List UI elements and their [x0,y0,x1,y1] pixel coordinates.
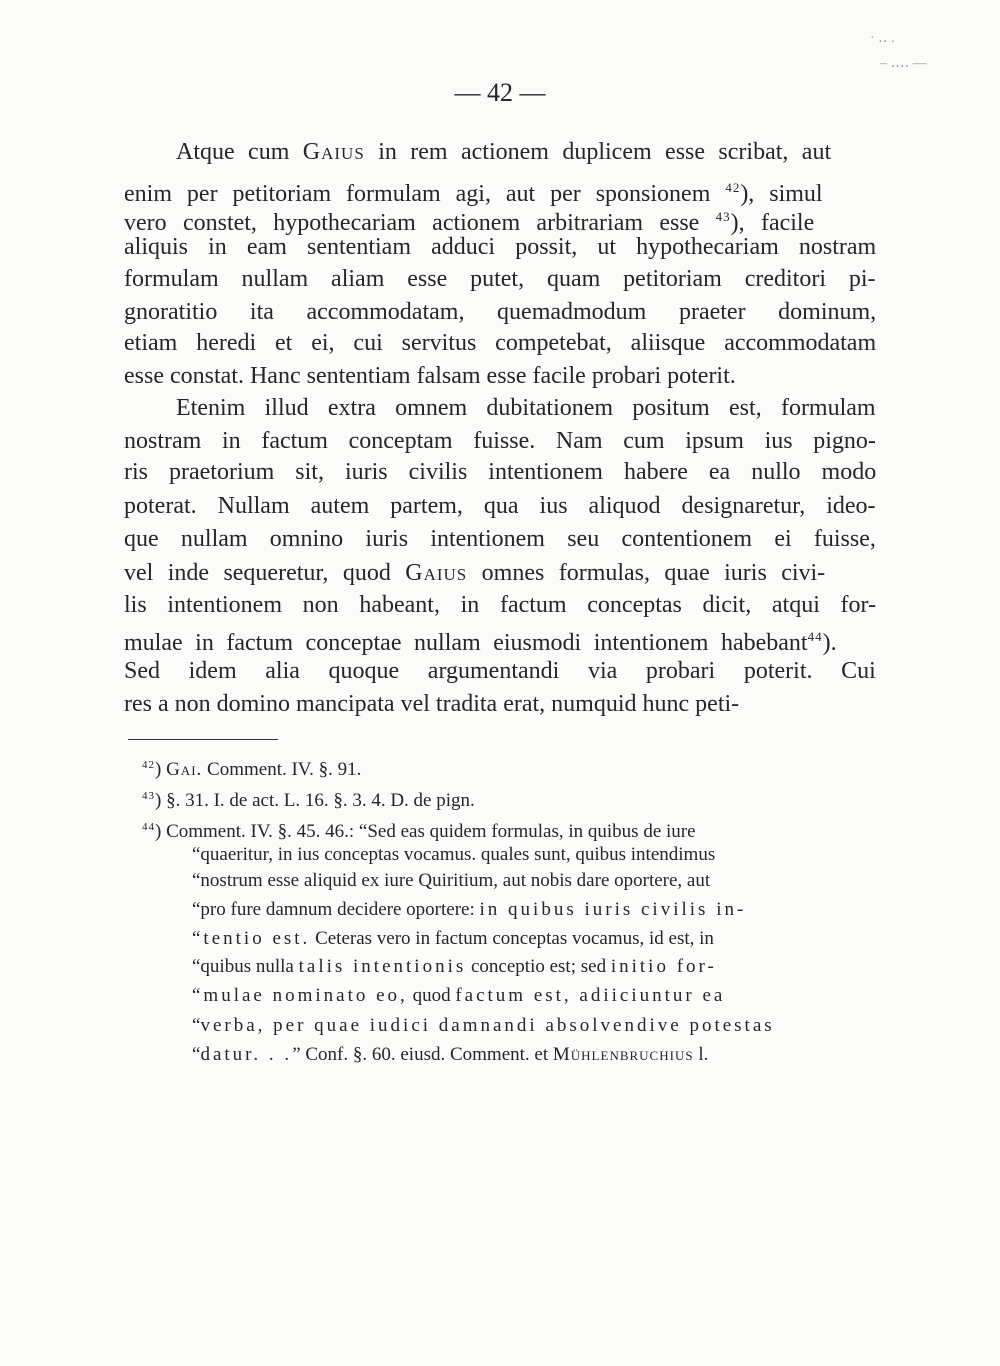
text-line: que nullam omnino iuris intentionem seu contentionem ei fuisse, [124,526,876,552]
text-line: lis intentionem non habeant, in factum conceptas dicit, atqui for- [124,592,877,618]
footnote-ref: 44 [807,629,823,644]
scan-speck: · ‥ . [870,31,895,46]
footnote-line: “mulae nominato eo, quod factum est, adiiciuntur ea [192,985,726,1006]
text-line: etiam heredi et ei, cui servitus competebat, aliisque accommodatam [124,330,877,356]
footnote-line: “nostrum esse aliquid ex iure Quiritium, aut nobis dare oportere, aut [192,870,711,891]
text-line: poterat. Nullam autem partem, qua ius aliquod designaretur, ideo- [124,493,876,519]
text-line: esse constat. Hanc sententiam falsam esse facile probari poterit. [124,363,736,389]
text-line: Sed idem alia quoque argumentandi via probari poterit. Cui [124,658,876,684]
page-number-header: — 42 — [454,78,546,107]
text-line: mulae in factum conceptae nullam eiusmodi intentionem habebant$^{44}$). [124,629,837,656]
footnote-separator [128,739,278,740]
footnote-mark: 43 [142,790,155,802]
text-line: Etenim illud extra omnem dubitationem positum est, formulam [176,395,876,421]
footnote-line: “quaeritur, in ius conceptas vocamus. quales sunt, quibus intendimus [192,844,716,865]
footnote-line: “pro fure damnum decidere oportere: in quibus iuris civilis in- [192,899,747,920]
author-name: Gaius [302,139,365,165]
footnote-43: $^{43}$) §. 31. I. de act. L. 16. §. 3. 4. D. de pign. [142,790,475,811]
footnote-line: “datur. . .” Conf. §. 60. eiusd. Comment. et Mühlenbruchius l. [192,1044,709,1065]
footnote-44: $^{44}$) Comment. IV. §. 45. 46.: “Sed eas quidem formulas, in quibus de iure [142,821,696,842]
text-line: vero constet, hypothecariam actionem arbitrariam esse $^{43}$), facile [124,209,815,236]
footnote-mark: 42 [142,759,155,771]
scan-speck: ‒ ‥‥ ‒‒ [880,56,927,71]
text-line: enim per petitoriam formulam agi, aut per sponsionem $^{42}$), simul [124,180,823,207]
text-line: formulam nullam aliam esse putet, quam petitoriam creditori pi- [124,266,876,292]
text-line: nostram in factum conceptam fuisse. Nam cum ipsum ius pigno- [124,428,876,454]
text-line: res a non domino mancipata vel tradita erat, numquid hunc peti- [124,691,740,717]
footnote-ref: 43 [715,209,731,224]
text-line: aliquis in eam sententiam adduci possit, ut hypothecariam nostram [124,234,877,260]
text-line: gnoratitio ita accommodatam, quemadmodum praeter dominum, [124,299,877,325]
footnote-line: “tentio est. Ceteras vero in factum conceptas vocamus, id est, in [192,928,714,949]
footnote-ref: 42 [725,180,741,195]
footnote-line: “quibus nulla talis intentionis conceptio est; sed initio for- [192,956,717,977]
text-line: vel inde sequeretur, quod Gaius omnes formulas, quae iuris civi- [124,560,826,586]
footnote-line: “verba, per quae iudici damnandi absolvendive potestas [192,1015,775,1036]
footnote-42: $^{42}$) Gai. Comment. IV. §. 91. [142,759,362,780]
text-line: ris praetorium sit, iuris civilis intentionem habere ea nullo modo [124,459,877,485]
footnote-mark: 44 [142,821,155,833]
author-name: Gaius [405,560,468,586]
text-line: Atque cum Gaius in rem actionem duplicem esse scribat, aut [176,139,832,165]
